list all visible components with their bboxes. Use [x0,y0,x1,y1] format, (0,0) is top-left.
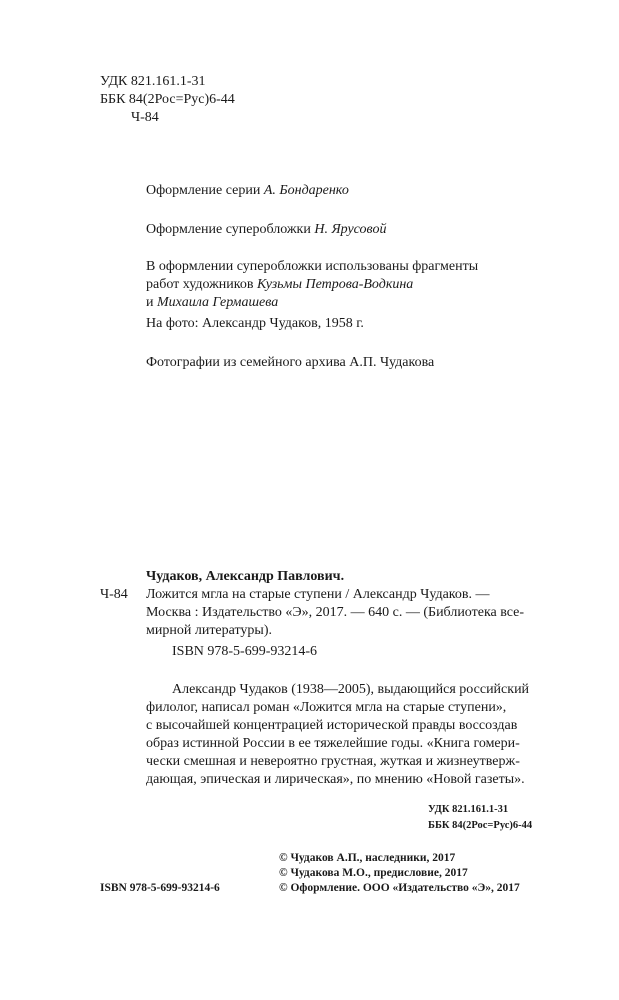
description-line: мирной литературы). [146,623,272,638]
copyright-block [279,851,520,896]
annotation-line: Александр Чудаков (1938—2005), выдающийся российский [172,682,530,697]
annotation-line: чески смешная и невероятно грустная, жуткая и жизнеутверж- [146,754,520,769]
jacket-design-credit [146,221,386,239]
annotation-line: дающая, эпическая и лирическая», по мнению «Новой газеты». [146,772,525,787]
catalog-isbn: ISBN 978-5-699-93214-6 [172,644,318,659]
photo-archive-note: Фотографии из семейного архива А.П. Чудакова [146,355,435,370]
copyright-line: © Чудакова М.О., предисловие, 2017 [279,867,468,879]
series-design-name: А. Бондаренко [263,183,349,198]
catalog-author-heading: Чудаков, Александр Павлович. [146,569,345,584]
description-line: Москва : Издательство «Э», 2017. — 640 с. — (Библиотека все- [146,605,525,620]
copyright-isbn: ISBN 978-5-699-93214-6 [100,882,220,894]
annotation-line: филолог, написал роман «Ложится мгла на старые ступени», [146,700,507,715]
copyright-line: © Чудаков А.П., наследники, 2017 [279,852,456,864]
artist-name: Кузьмы Петрова-Водкина [257,277,414,292]
artworks-line: В оформлении суперобложки использованы фрагменты [146,259,479,274]
artworks-line: и Михаила Гермашева [146,295,279,310]
catalog-bbk-small: ББК 84(2Рос=Рус)6-44 [428,820,533,831]
artworks-credit [146,258,478,312]
series-design-label: Оформление серии [146,183,264,198]
udk-code: УДК 821.161.1-31 [100,74,206,89]
artworks-line: работ художников Кузьмы Петрова-Водкина [146,277,414,292]
jacket-design-name: Н. Ярусовой [314,222,387,237]
artist-name: Михаила Гермашева [157,295,279,310]
author-mark-code: Ч-84 [131,110,159,125]
jacket-design-label: Оформление суперобложки [146,222,315,237]
series-design-credit [146,182,349,200]
bbk-code: ББК 84(2Рос=Рус)6-44 [100,92,235,107]
copyright-line: © Оформление. ООО «Издательство «Э», 2017 [279,882,520,894]
catalog-annotation [172,681,529,699]
description-line: Ложится мгла на старые ступени / Александр Чудаков. — [146,587,490,602]
catalog-udk-small: УДК 821.161.1-31 [428,804,509,815]
catalog-annotation-cont [146,699,525,789]
annotation-line: с высочайшей концентрацией исторической правды воссоздав [146,718,518,733]
catalog-mark: Ч-84 [100,587,128,602]
photo-caption: На фото: Александр Чудаков, 1958 г. [146,316,364,331]
annotation-line: образ истинной России в ее тяжелейшие годы. «Книга гомери- [146,736,520,751]
catalog-description [146,586,524,640]
